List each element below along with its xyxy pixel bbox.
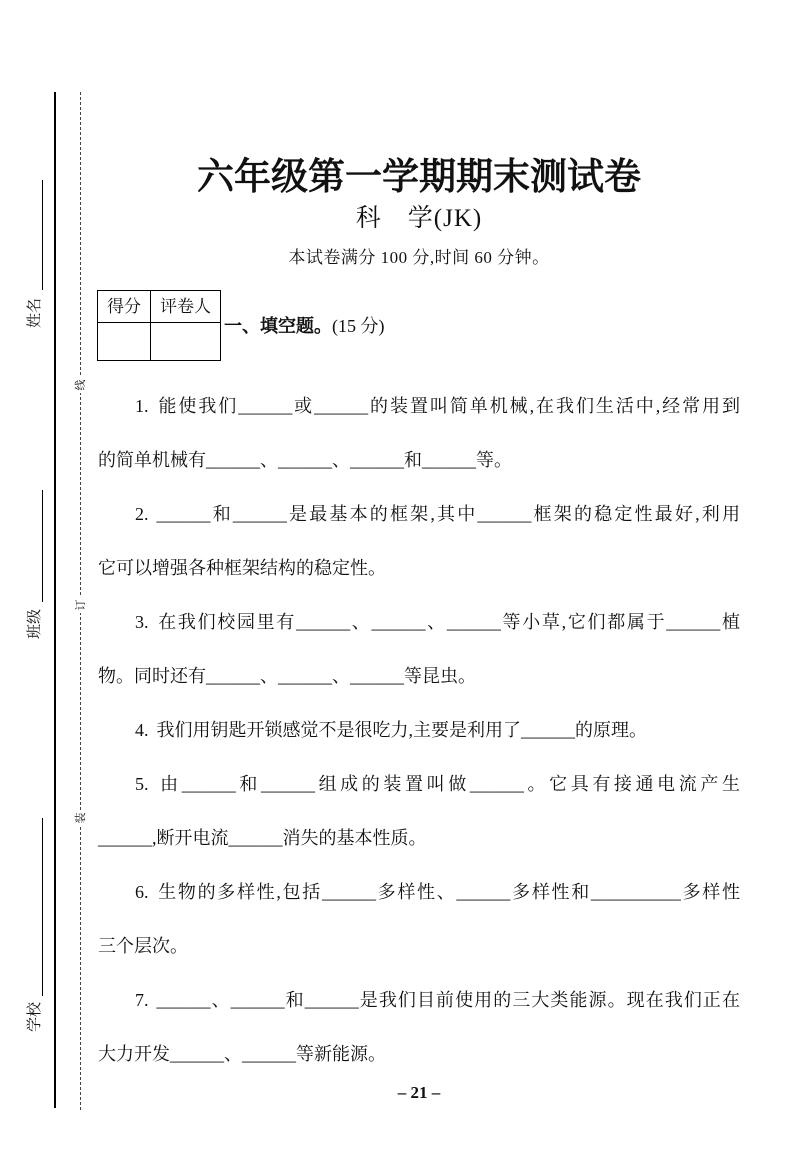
question-line bbox=[98, 1027, 740, 1081]
question-text: 物。同时还有______、______、______等昆虫。 bbox=[98, 666, 476, 686]
binding-mark-line: 线 bbox=[73, 377, 89, 393]
question-1 bbox=[98, 379, 740, 487]
question-text: 能使我们______或______的装置叫简单机械,在我们生活中,经常用到 bbox=[156, 396, 740, 416]
question-text: 大力开发______、______等新能源。 bbox=[98, 1044, 386, 1064]
question-text: ______,断开电流______消失的基本性质。 bbox=[98, 828, 427, 848]
fill-in-questions bbox=[98, 379, 740, 1081]
section-title: 一、填空题。 bbox=[224, 316, 332, 336]
question-3 bbox=[98, 595, 740, 703]
score-box bbox=[97, 290, 221, 361]
exam-info: 本试卷满分 100 分,时间 60 分钟。 bbox=[288, 248, 550, 267]
question-number: 7. bbox=[135, 990, 149, 1010]
question-line bbox=[98, 433, 740, 487]
question-line bbox=[98, 379, 740, 433]
question-line bbox=[98, 595, 740, 649]
question-number: 3. bbox=[135, 612, 149, 632]
grader-header: 评卷人 bbox=[151, 291, 220, 323]
question-line bbox=[98, 865, 740, 919]
binding-solid-line bbox=[54, 92, 56, 1108]
question-line bbox=[98, 703, 740, 757]
school-field-label: 学校 bbox=[27, 1002, 43, 1033]
question-line bbox=[98, 757, 740, 811]
name-field-label: 姓名 bbox=[27, 298, 43, 329]
question-line bbox=[98, 973, 740, 1027]
question-text: 生物的多样性,包括______多样性、______多样性和__________多样性 bbox=[156, 882, 740, 902]
question-number: 4. bbox=[135, 720, 149, 740]
question-text: ______、______和______是我们目前使用的三大类能源。现在我们正在 bbox=[156, 990, 740, 1010]
question-text: 在我们校园里有______、______、______等小草,它们都属于______植 bbox=[156, 612, 740, 632]
question-4 bbox=[98, 703, 740, 757]
question-number: 1. bbox=[135, 396, 149, 416]
score-header: 得分 bbox=[98, 291, 151, 323]
exam-subject: 科 学(JK) bbox=[355, 205, 483, 232]
question-7 bbox=[98, 973, 740, 1081]
question-text: 由______和______组成的装置叫做______。它具有接通电流产生 bbox=[156, 774, 740, 794]
school-field-underline bbox=[42, 818, 43, 996]
question-number: 2. bbox=[135, 504, 149, 524]
page-number: – 21 – bbox=[397, 1083, 441, 1102]
question-line bbox=[98, 649, 740, 703]
exam-title: 六年级第一学期期末测试卷 bbox=[197, 157, 641, 198]
question-line bbox=[98, 541, 740, 595]
class-field-underline bbox=[42, 490, 43, 602]
question-number: 6. bbox=[135, 882, 149, 902]
question-text: 它可以增强各种框架结构的稳定性。 bbox=[98, 558, 386, 578]
name-field-underline bbox=[42, 180, 43, 290]
question-text: ______和______是最基本的框架,其中______框架的稳定性最好,利用 bbox=[156, 504, 740, 524]
question-number: 5. bbox=[135, 774, 149, 794]
question-line bbox=[98, 811, 740, 865]
score-cell bbox=[98, 323, 151, 360]
binding-mark-bind: 装 bbox=[73, 810, 89, 826]
question-5 bbox=[98, 757, 740, 865]
question-2 bbox=[98, 487, 740, 595]
question-text: 的简单机械有______、______、______和______等。 bbox=[98, 450, 512, 470]
grader-cell bbox=[151, 323, 220, 360]
class-field-label: 班级 bbox=[27, 609, 43, 640]
section-score: (15 分) bbox=[332, 316, 385, 336]
binding-mark-staple: 订 bbox=[73, 597, 89, 613]
question-text: 我们用钥匙开锁感觉不是很吃力,主要是利用了______的原理。 bbox=[156, 720, 647, 740]
question-line bbox=[98, 487, 740, 541]
question-line bbox=[98, 919, 740, 973]
question-6 bbox=[98, 865, 740, 973]
question-text: 三个层次。 bbox=[98, 936, 188, 956]
section-heading bbox=[224, 314, 385, 338]
